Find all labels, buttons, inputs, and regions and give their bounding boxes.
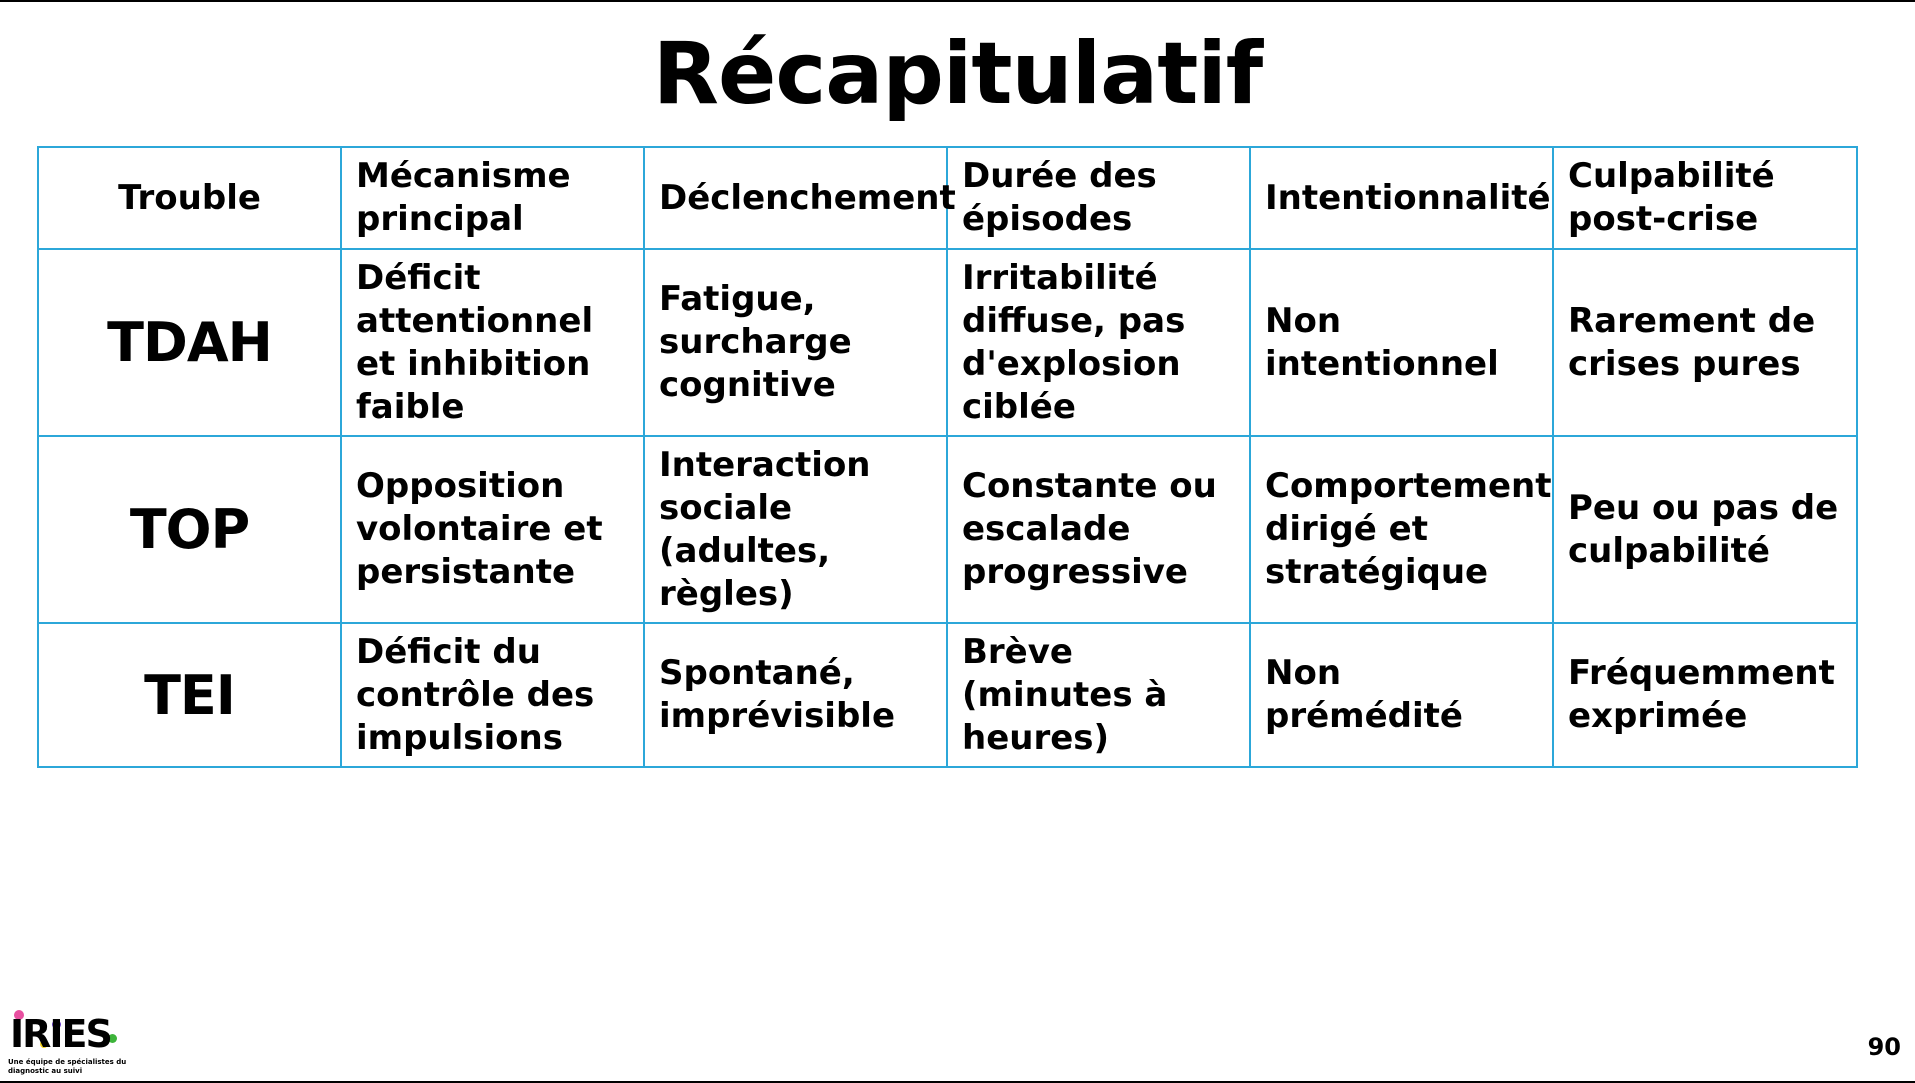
logo-tagline: Une équipe de spécialistes du diagnostic au suivi: [8, 1058, 127, 1075]
table-row: [38, 249, 1857, 436]
table-cell: Non prémédité: [1250, 623, 1553, 767]
table-cell: Fatigue, surcharge cognitive: [644, 249, 947, 436]
table-cell: Brève (minutes à heures): [947, 623, 1250, 767]
header-mecanisme: Mécanisme principal: [341, 147, 644, 249]
iries-logo: [6, 1004, 127, 1078]
header-intentionnalite: Intentionnalité: [1250, 147, 1553, 249]
table-header-row: [38, 147, 1857, 249]
header-declenchement: Déclenchement: [644, 147, 947, 249]
row-label-tdah: TDAH: [38, 249, 341, 436]
table-cell: Déficit du contrôle des impulsions: [341, 623, 644, 767]
header-culpabilite: Culpabilité post-crise: [1553, 147, 1857, 249]
table-row: [38, 436, 1857, 623]
header-duree: Durée des épisodes: [947, 147, 1250, 249]
slide-title: Récapitulatif: [652, 24, 1263, 124]
page-number: 90: [1867, 1033, 1901, 1061]
table-cell: Interaction sociale (adultes, règles): [644, 436, 947, 623]
header-trouble: Trouble: [38, 147, 341, 249]
table-cell: Constante ou escalade progressive: [947, 436, 1250, 623]
row-label-top: TOP: [38, 436, 341, 623]
table-cell: Fréquemment exprimée: [1553, 623, 1857, 767]
table-row: [38, 623, 1857, 767]
table-cell: Rarement de crises pures: [1553, 249, 1857, 436]
logo-wordmark: IRIES: [10, 1012, 111, 1056]
row-label-tei: TEI: [38, 623, 341, 767]
table-cell: Spontané, imprévisible: [644, 623, 947, 767]
table-cell: Opposition volontaire et persistante: [341, 436, 644, 623]
table-cell: Comportement dirigé et stratégique: [1250, 436, 1553, 623]
summary-table: [37, 146, 1858, 768]
table-cell: Non intentionnel: [1250, 249, 1553, 436]
table-cell: Irritabilité diffuse, pas d'explosion ciblée: [947, 249, 1250, 436]
table-cell: Peu ou pas de culpabilité: [1553, 436, 1857, 623]
table-cell: Déficit attentionnel et inhibition faible: [341, 249, 644, 436]
